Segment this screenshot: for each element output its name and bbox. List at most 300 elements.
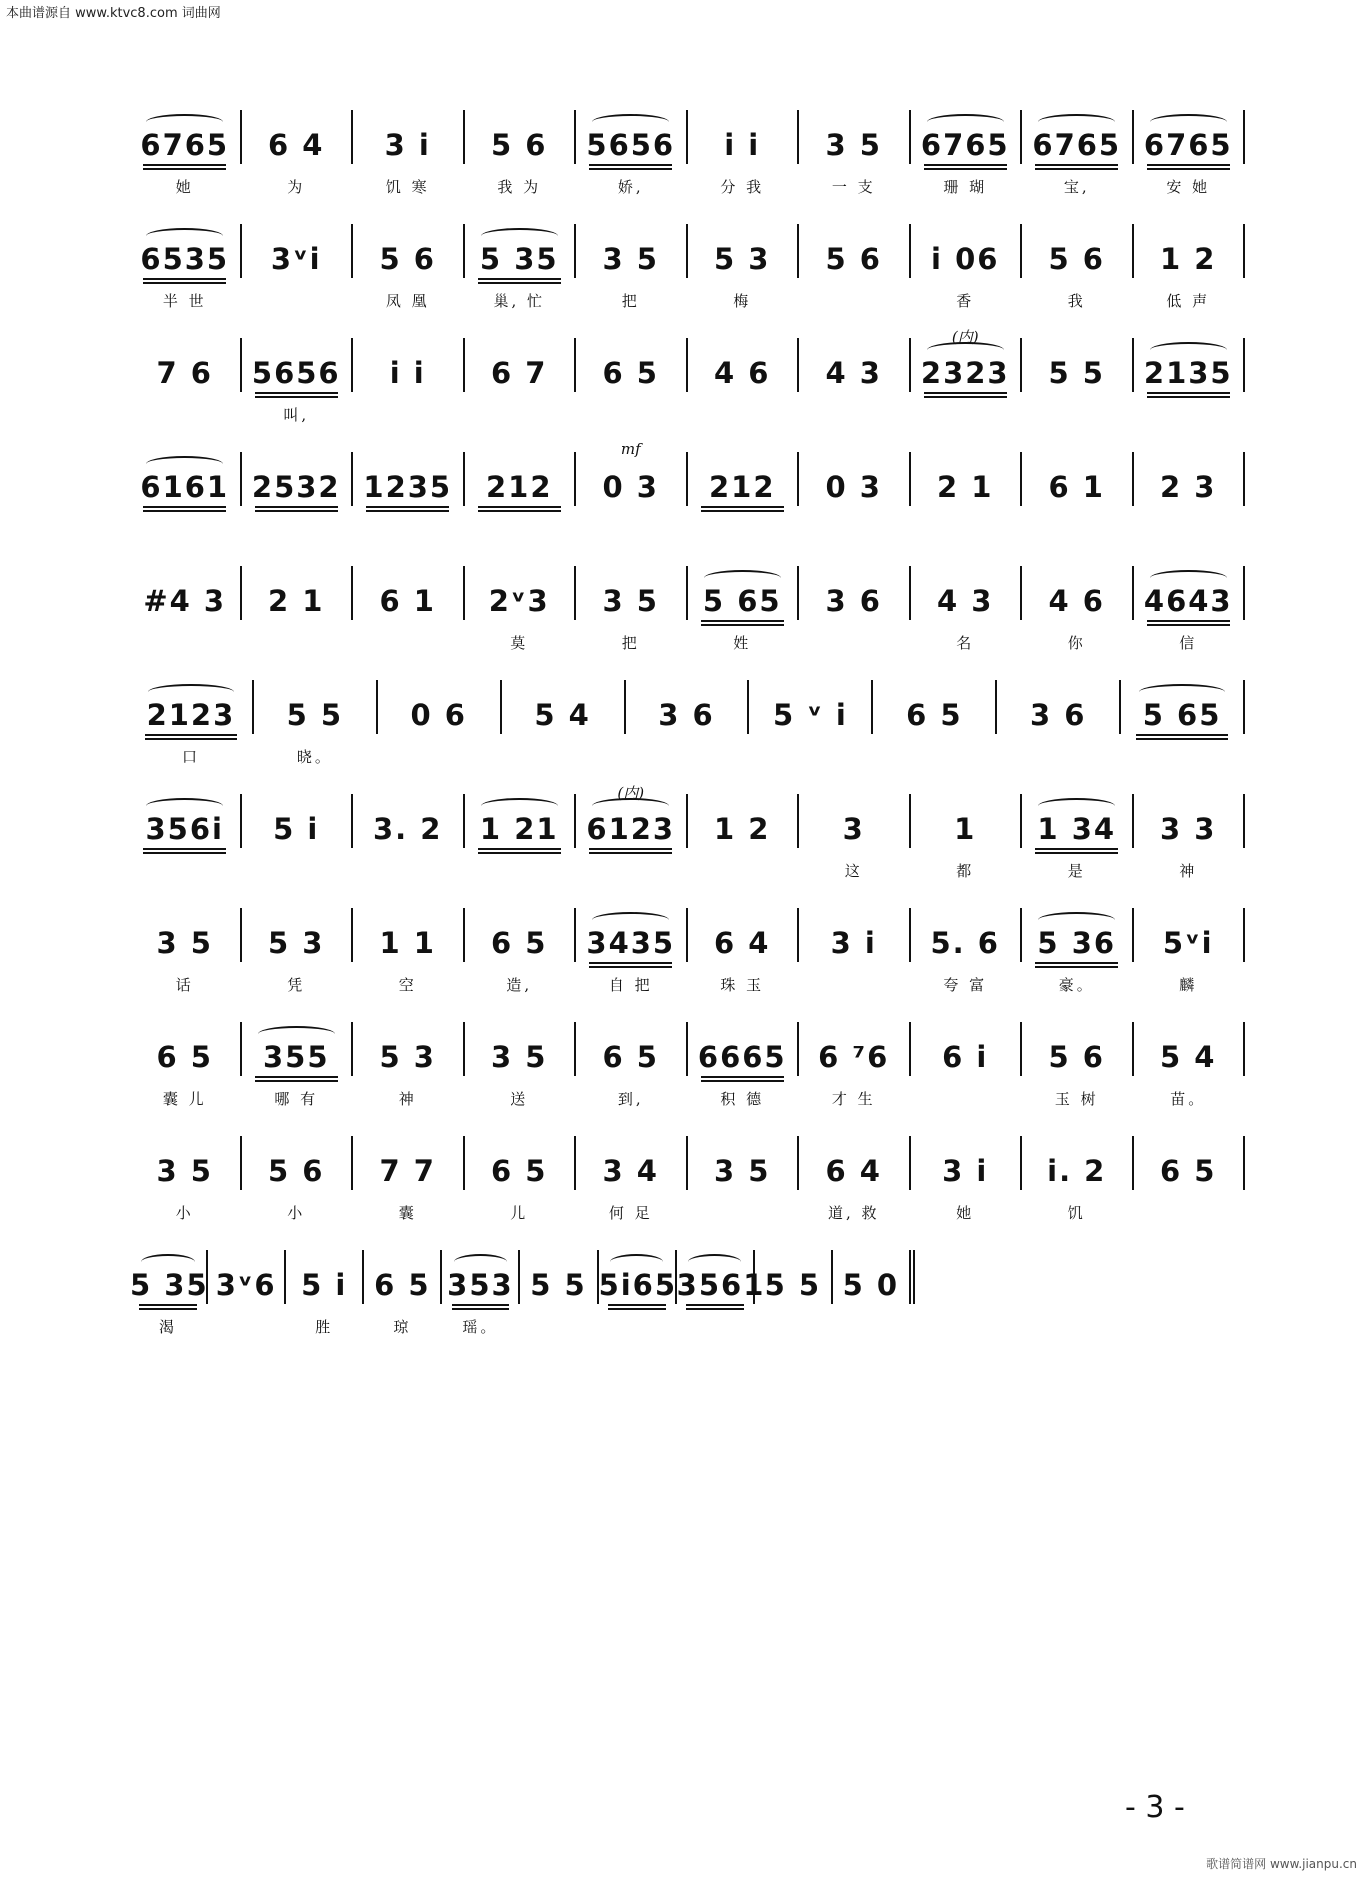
measure-notes: 6765 — [1143, 128, 1233, 162]
measure — [465, 338, 577, 392]
lyric-text: 香 — [956, 292, 975, 310]
measure — [130, 338, 242, 392]
measure-notes: 5 5 — [1048, 356, 1105, 390]
measure-notes: 3 4 — [602, 1154, 659, 1188]
measure — [242, 1136, 354, 1222]
measure — [242, 908, 354, 994]
measure — [130, 680, 254, 766]
beam-line — [478, 278, 561, 280]
measure-notes: 5 6 — [825, 242, 882, 276]
lyric-text: 琼 — [393, 1318, 412, 1336]
measure — [1134, 1136, 1246, 1190]
measure — [208, 1250, 286, 1304]
measure-notes: 6765 — [920, 128, 1010, 162]
lyric-text: 麟 — [1179, 976, 1198, 994]
measure-notes: 3 5 — [156, 926, 213, 960]
measure — [1134, 794, 1246, 880]
measure — [1022, 452, 1134, 506]
measure — [465, 1136, 577, 1222]
measure-notes: 5 65 — [702, 584, 782, 618]
measure-notes: i i — [724, 128, 761, 162]
measure — [353, 908, 465, 994]
measure-notes: 3 6 — [658, 698, 715, 732]
lyric-text: 这 — [844, 862, 863, 880]
measure-notes: 4643 — [1143, 584, 1233, 618]
measure-notes: 5 5 — [530, 1268, 587, 1302]
measure-notes: 5 35 — [479, 242, 559, 276]
beam-line — [366, 510, 449, 512]
beam-line — [452, 1304, 510, 1306]
lyric-text: 凤 凰 — [385, 292, 430, 310]
line-end-space — [915, 1240, 1245, 1354]
measure-notes: 2135 — [1143, 356, 1233, 390]
lyric-text: 安 她 — [1166, 178, 1211, 196]
beam-line — [608, 1304, 666, 1306]
lyric-text: 自 把 — [608, 976, 653, 994]
lyric-text: 是 — [1067, 862, 1086, 880]
measure-notes: 6 1 — [1048, 470, 1105, 504]
expression-mark: (内) — [617, 784, 645, 802]
beam-line — [924, 168, 1007, 170]
lyric-text: 话 — [175, 976, 194, 994]
measure-notes: 1 2 — [714, 812, 771, 846]
measure-notes: 5 6 — [268, 1154, 325, 1188]
measure — [626, 680, 750, 734]
measure — [688, 908, 800, 994]
lyric-text: 囊 儿 — [162, 1090, 207, 1108]
measure — [1134, 110, 1246, 196]
measure — [911, 452, 1023, 506]
measure — [911, 224, 1023, 310]
measure-notes: 355 — [262, 1040, 330, 1074]
measure — [242, 452, 354, 506]
measure-notes: 3 i — [942, 1154, 989, 1188]
lyric-text: 何 足 — [608, 1204, 653, 1222]
measure-notes: 5 5 — [286, 698, 344, 732]
measure — [1134, 338, 1246, 392]
measure-notes: 5 6 — [379, 242, 436, 276]
measure — [242, 110, 354, 196]
measure — [130, 224, 242, 310]
beam-line — [1035, 852, 1118, 854]
measure-notes: 2 3 — [1160, 470, 1217, 504]
beam-line — [701, 510, 784, 512]
measure-notes: 6665 — [697, 1040, 787, 1074]
lyric-text: 小 — [287, 1204, 306, 1222]
measure — [378, 680, 502, 734]
measure-notes: 6 5 — [602, 1040, 659, 1074]
measure-notes: 5 6 — [491, 128, 548, 162]
lyric-text: 口 — [181, 748, 200, 766]
beam-line — [1136, 738, 1229, 740]
lyric-text: 一 支 — [831, 178, 876, 196]
measure — [1022, 338, 1134, 392]
score-line — [130, 898, 1245, 1012]
measure — [911, 1136, 1023, 1222]
beam-line — [143, 164, 226, 166]
beam-line — [143, 282, 226, 284]
beam-line — [143, 506, 226, 508]
measure — [688, 110, 800, 196]
measure — [465, 794, 577, 848]
measure-notes: 5 36 — [1037, 926, 1117, 960]
measure-notes: 353 — [447, 1268, 514, 1302]
lyric-text: 珊 瑚 — [943, 178, 988, 196]
measure — [997, 680, 1121, 734]
measure — [799, 452, 911, 506]
measure-notes: 5 6 — [1048, 1040, 1105, 1074]
score-line — [130, 1240, 1245, 1354]
lyric-text: 苗。 — [1170, 1090, 1207, 1108]
beam-line — [1147, 168, 1230, 170]
lyric-text: 囊 — [398, 1204, 417, 1222]
lyric-text: 你 — [1067, 634, 1086, 652]
measure — [911, 908, 1023, 994]
measure — [799, 1136, 911, 1222]
lyric-text: 造, — [506, 976, 533, 994]
measure — [130, 1022, 242, 1108]
lyric-text: 我 为 — [497, 178, 542, 196]
measure — [688, 224, 800, 310]
measure — [576, 784, 688, 848]
lyric-text: 渴 — [159, 1318, 178, 1336]
score — [130, 100, 1245, 1354]
measure-notes: 212 — [485, 470, 553, 504]
measure — [576, 224, 688, 310]
beam-line — [686, 1308, 744, 1310]
measure — [1022, 1022, 1134, 1108]
measure-notes: 6 5 — [491, 1154, 548, 1188]
measure — [242, 1022, 354, 1108]
measure — [364, 1250, 442, 1336]
measure-notes: 3435 — [586, 926, 676, 960]
beam-line — [143, 848, 226, 850]
measure-notes: 3ᵛ6 — [215, 1268, 277, 1302]
measure — [1134, 224, 1246, 310]
lyric-text: 把 — [621, 634, 640, 652]
expression-mark: (内) — [951, 328, 979, 346]
beam-line — [255, 396, 338, 398]
measure — [749, 680, 873, 734]
lyric-text: 我 — [1067, 292, 1086, 310]
measure — [465, 110, 577, 196]
measure — [576, 1136, 688, 1222]
measure-notes: 5 6 — [1048, 242, 1105, 276]
measure — [465, 566, 577, 652]
measure — [353, 1136, 465, 1222]
beam-line — [255, 1080, 338, 1082]
lyric-text: 凭 — [287, 976, 306, 994]
measure — [576, 338, 688, 392]
source-header: 本曲谱源自 www.ktvc8.com 词曲网 — [6, 6, 221, 21]
measure — [465, 908, 577, 994]
measure — [353, 452, 465, 506]
measure — [130, 1136, 242, 1222]
measure-notes: 6 1 — [379, 584, 436, 618]
lyric-text: 空 — [398, 976, 417, 994]
measure-notes: 3561 — [676, 1268, 766, 1302]
score-line — [130, 1012, 1245, 1126]
measure-notes: 356i — [145, 812, 224, 846]
measure — [676, 1250, 766, 1304]
score-line — [130, 328, 1245, 442]
beam-line — [1035, 848, 1118, 850]
lyric-text: 胜 — [315, 1318, 334, 1336]
measure — [130, 794, 242, 848]
measure — [1134, 452, 1246, 506]
beam-line — [139, 1304, 197, 1306]
measure-notes: 6 4 — [825, 1154, 882, 1188]
measure — [799, 110, 911, 196]
lyric-text: 豪。 — [1058, 976, 1095, 994]
lyric-text: 低 声 — [1166, 292, 1211, 310]
measure-notes: 6535 — [140, 242, 230, 276]
beam-line — [143, 278, 226, 280]
measure-notes: 5 i — [273, 812, 320, 846]
beam-line — [924, 392, 1007, 394]
score-line — [130, 100, 1245, 214]
lyric-text: 神 — [398, 1090, 417, 1108]
measure-notes: 5 5 — [764, 1268, 822, 1302]
beam-line — [589, 966, 672, 968]
measure-notes: 0 3 — [602, 470, 659, 504]
measure — [242, 338, 354, 424]
measure-notes: 5 i — [301, 1268, 348, 1302]
lyric-text: 把 — [621, 292, 640, 310]
beam-line — [478, 852, 561, 854]
measure — [1022, 110, 1134, 196]
measure-notes: 3 i — [830, 926, 877, 960]
measure — [688, 794, 800, 848]
lyric-text: 神 — [1179, 862, 1198, 880]
measure — [242, 794, 354, 848]
measure-notes: i. 2 — [1047, 1154, 1107, 1188]
measure-notes: 6 5 — [602, 356, 659, 390]
measure — [130, 1250, 209, 1336]
measure-notes: 6 i — [942, 1040, 989, 1074]
measure — [911, 1022, 1023, 1076]
measure-notes: 1 — [954, 812, 977, 846]
beam-line — [701, 624, 784, 626]
beam-line — [1136, 734, 1229, 736]
measure-notes: 6 4 — [714, 926, 771, 960]
measure — [755, 1250, 833, 1304]
beam-line — [1035, 966, 1118, 968]
measure-notes: 5 4 — [1160, 1040, 1217, 1074]
beam-line — [1035, 168, 1118, 170]
lyric-text: 儿 — [510, 1204, 529, 1222]
beam-line — [255, 510, 338, 512]
measure — [576, 110, 688, 196]
measure — [353, 110, 465, 196]
measure — [911, 794, 1023, 880]
lyric-text: 瑶。 — [462, 1318, 499, 1336]
lyric-text: 小 — [175, 1204, 194, 1222]
measure-notes: 5i65 — [598, 1268, 678, 1302]
beam-line — [1147, 164, 1230, 166]
measure-notes: i 06 — [931, 242, 1000, 276]
beam-line — [589, 848, 672, 850]
beam-line — [701, 506, 784, 508]
measure — [465, 1022, 577, 1108]
beam-line — [924, 396, 1007, 398]
measure — [130, 566, 242, 620]
measure-notes: 5 3 — [379, 1040, 436, 1074]
measure — [1022, 224, 1134, 310]
measure-notes: 3 5 — [156, 1154, 213, 1188]
lyric-text: 分 我 — [720, 178, 765, 196]
measure-notes: 1 1 — [379, 926, 436, 960]
lyric-text: 夸 富 — [943, 976, 988, 994]
measure — [688, 452, 800, 506]
measure — [465, 224, 577, 310]
measure — [911, 328, 1023, 392]
lyric-text: 宝, — [1063, 178, 1090, 196]
measure-notes: 1 34 — [1037, 812, 1117, 846]
measure-notes: 3 5 — [714, 1154, 771, 1188]
lyric-text: 都 — [956, 862, 975, 880]
measure — [353, 224, 465, 310]
measure-notes: 5 4 — [534, 698, 591, 732]
lyric-text: 名 — [956, 634, 975, 652]
measure — [286, 1250, 364, 1336]
beam-line — [589, 164, 672, 166]
measure-notes: 6765 — [140, 128, 230, 162]
measure-notes: 3 6 — [1029, 698, 1087, 732]
lyric-text: 娇, — [617, 178, 644, 196]
beam-line — [139, 1308, 197, 1310]
measure-notes: i i — [389, 356, 426, 390]
beam-line — [608, 1308, 666, 1310]
measure-notes: 5. 6 — [930, 926, 1000, 960]
beam-line — [143, 510, 226, 512]
lyric-text: 叫, — [283, 406, 310, 424]
measure-notes: 5 3 — [714, 242, 771, 276]
beam-line — [1035, 164, 1118, 166]
measure-notes: 5656 — [586, 128, 676, 162]
beam-line — [255, 392, 338, 394]
measure — [688, 566, 800, 652]
lyric-text: 梅 — [733, 292, 752, 310]
measure-notes: 0 6 — [410, 698, 467, 732]
measure — [442, 1250, 520, 1336]
measure — [833, 1250, 915, 1304]
measure-notes: 2323 — [920, 356, 1010, 390]
beam-line — [589, 852, 672, 854]
measure — [353, 566, 465, 620]
measure-notes: 1 21 — [479, 812, 559, 846]
beam-line — [145, 734, 238, 736]
measure-notes: 4 6 — [1048, 584, 1105, 618]
measure-notes: #4 3 — [143, 584, 227, 618]
measure-notes: 6 7 — [491, 356, 548, 390]
measure-notes: 1235 — [363, 470, 453, 504]
watermark-footer: 歌谱简谱网 www.jianpu.cn — [1206, 1857, 1357, 1871]
beam-line — [924, 164, 1007, 166]
measure — [799, 566, 911, 620]
measure-notes: 5 ᵛ i — [772, 698, 848, 732]
lyric-text: 饥 — [1067, 1204, 1086, 1222]
measure — [873, 680, 997, 734]
page-number: - 3 - — [1125, 1790, 1185, 1825]
measure-notes: 3 i — [384, 128, 431, 162]
beam-line — [686, 1304, 744, 1306]
measure — [502, 680, 626, 734]
lyric-text: 为 — [287, 178, 306, 196]
measure — [576, 440, 688, 506]
beam-line — [366, 506, 449, 508]
measure — [599, 1250, 677, 1304]
measure-notes: 0 3 — [825, 470, 882, 504]
score-line — [130, 442, 1245, 556]
lyric-text: 信 — [1179, 634, 1198, 652]
measure-notes: 6 5 — [491, 926, 548, 960]
lyric-text: 送 — [510, 1090, 529, 1108]
score-line — [130, 784, 1245, 898]
measure — [576, 1022, 688, 1108]
measure — [1022, 1136, 1134, 1222]
measure-notes: 5 0 — [842, 1268, 900, 1302]
measure-notes: 7 6 — [156, 356, 213, 390]
measure-notes: 3 — [842, 812, 865, 846]
measure-notes: 3 3 — [1160, 812, 1217, 846]
beam-line — [255, 506, 338, 508]
lyric-text: 道, 救 — [827, 1204, 880, 1222]
measure-notes: 3 6 — [825, 584, 882, 618]
lyric-text: 她 — [956, 1204, 975, 1222]
measure — [1022, 566, 1134, 652]
beam-line — [452, 1308, 510, 1310]
measure — [465, 452, 577, 506]
measure — [799, 908, 911, 962]
measure — [130, 908, 242, 994]
beam-line — [255, 1076, 338, 1078]
measure-notes: 3 5 — [602, 242, 659, 276]
measure-notes: 6 4 — [268, 128, 325, 162]
measure — [799, 1022, 911, 1108]
beam-line — [589, 168, 672, 170]
measure — [1022, 908, 1134, 994]
beam-line — [1147, 392, 1230, 394]
measure-notes: 6 5 — [156, 1040, 213, 1074]
lyric-text: 莫 — [510, 634, 529, 652]
lyric-text: 巢, 忙 — [493, 292, 546, 310]
measure-notes: 6 5 — [374, 1268, 431, 1302]
beam-line — [143, 852, 226, 854]
lyric-text: 姓 — [733, 634, 752, 652]
measure — [353, 1022, 465, 1108]
measure-notes: 3 5 — [491, 1040, 548, 1074]
measure — [242, 566, 354, 620]
measure-notes: 3. 2 — [373, 812, 443, 846]
lyric-text: 哪 有 — [274, 1090, 319, 1108]
beam-line — [1147, 396, 1230, 398]
measure-notes: 6 5 — [1160, 1154, 1217, 1188]
measure — [911, 566, 1023, 652]
measure — [1022, 794, 1134, 880]
measure-notes: 5 65 — [1142, 698, 1222, 732]
measure — [520, 1250, 598, 1304]
measure-notes: 2 1 — [268, 584, 325, 618]
measure — [576, 566, 688, 652]
score-line — [130, 670, 1245, 784]
measure-notes: 2123 — [146, 698, 236, 732]
lyric-text: 积 德 — [720, 1090, 765, 1108]
beam-line — [1035, 962, 1118, 964]
beam-line — [478, 282, 561, 284]
measure-notes: 5ᵛi — [1162, 926, 1214, 960]
measure-notes: 6 ⁷6 — [818, 1040, 890, 1074]
